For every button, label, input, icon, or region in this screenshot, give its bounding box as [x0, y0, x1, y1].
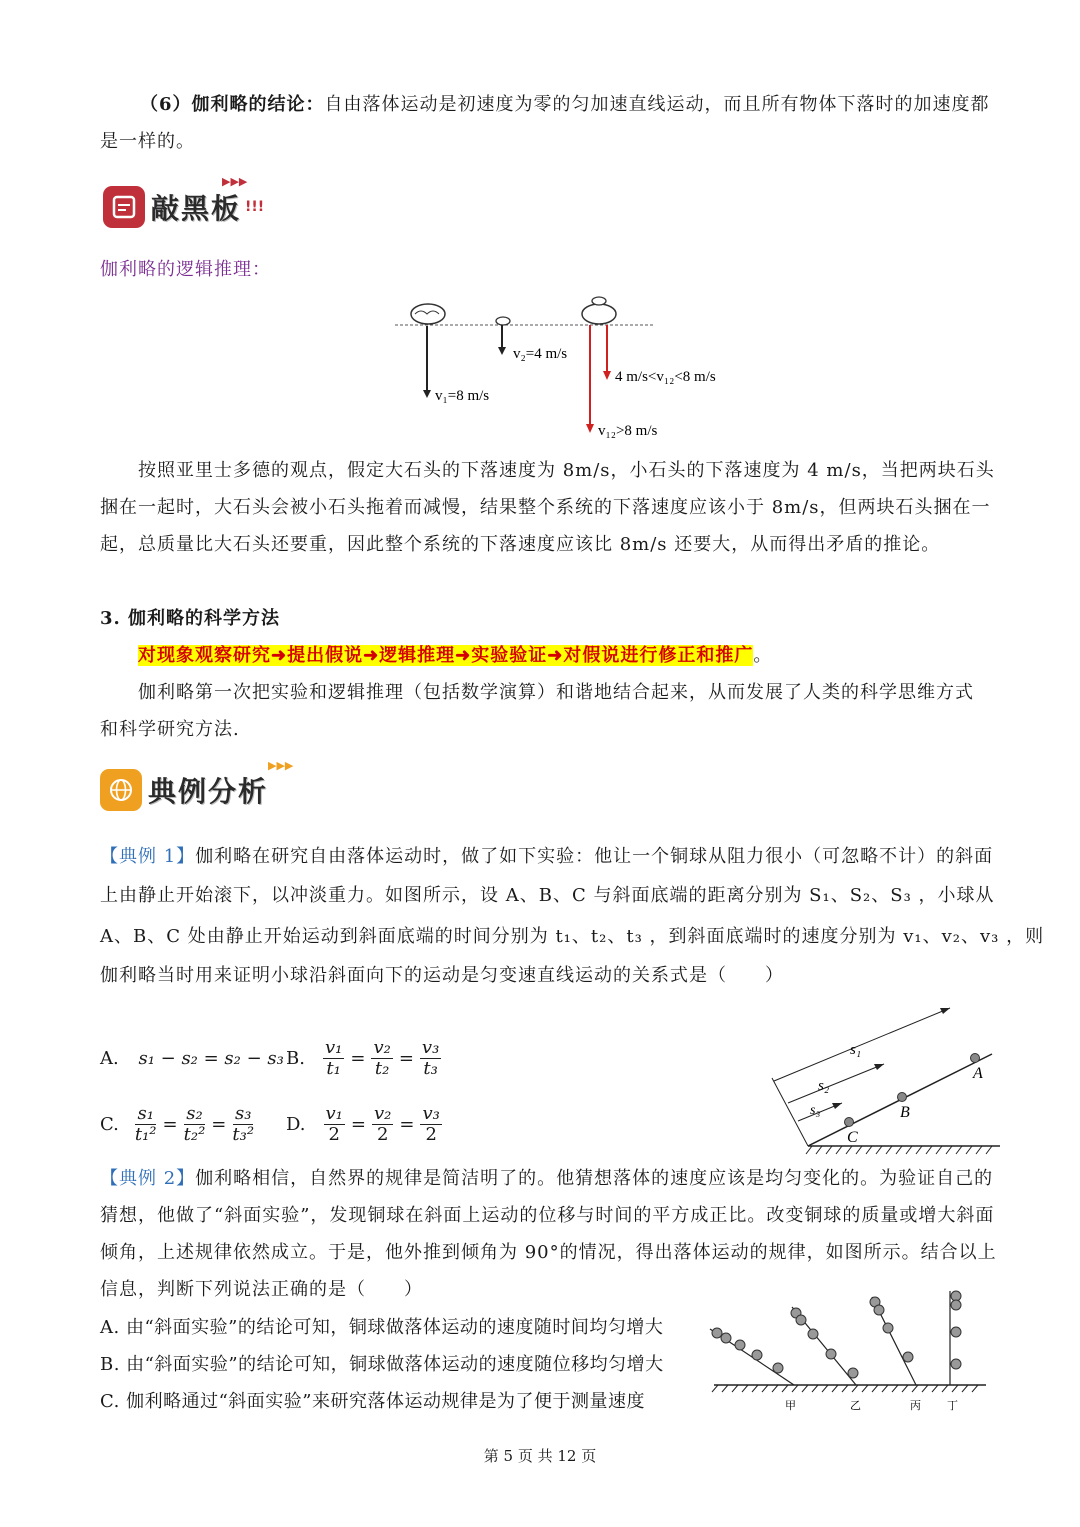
globe-icon: [100, 769, 142, 811]
examples-title: 典例分析: [148, 775, 269, 808]
logic-paragraph-3: 起，总质量比大石头还要重，因此整个系统的下落速度应该比 8m/s 还要大，从而得出矛盾的推论。: [100, 534, 941, 555]
ex1-option-c[interactable]: C. $\frac{\text{s₁}}{\text{t₁²}}$ = $\frac{\text{s₂}}{\text{t₂²}}$ = $\frac{\text{s₃}}{\text{t₃²}}$: [100, 1103, 255, 1145]
fig-C: C: [847, 1129, 858, 1146]
ex2-option-a[interactable]: A. 由“斜面实验”的结论可知，铜球做落体运动的速度随时间均匀增大: [100, 1317, 664, 1338]
ex2-line-3: 倾角，上述规律依然成立。于是，他外推到倾角为 90°的情况，得出落体运动的规律，如图所示。结合以上: [100, 1242, 997, 1263]
ex2-line-4: 信息，判断下列说法正确的是（ ）: [100, 1279, 423, 1300]
ex2-tag: 【典例 2】: [100, 1168, 196, 1189]
ex2-line-2: 猜想，他做了“斜面实验”，发现铜球在斜面上运动的位移与时间的平方成正比。改变铜球的质量或增大斜面: [100, 1205, 995, 1226]
triangle-arrows-icon: ▶▶▶: [222, 175, 248, 188]
ex1-line-3: A、B、C 处由静止开始运动到斜面底端的时间分别为 t₁、t₂、t₃ ，到斜面底端时的速度分别为 v₁、v₂、v₃ ，则: [100, 926, 1045, 947]
ex1-option-d-label: D.: [286, 1114, 306, 1135]
ex1-tag: 【典例 1】: [100, 846, 196, 867]
triangle-arrows-icon: ▶▶▶: [268, 759, 294, 772]
logic-heading: 伽利略的逻辑推理：: [100, 259, 271, 280]
ex1-line-2: 上由静止开始滚下，以冲淡重力。如图所示，设 A、B、C 与斜面底端的距离分别为 S₁、S₂、S₃ ，小球从: [100, 885, 995, 906]
examples-banner: [100, 769, 268, 811]
tied-stones-icon: [582, 297, 616, 324]
ex2-option-c[interactable]: C. 伽利略通过“斜面实验”来研究落体运动规律是为了便于测量速度: [100, 1391, 645, 1412]
small-stone-icon: [496, 317, 510, 325]
v1-label: v₁=8 m/s: [435, 388, 490, 404]
incline-diagram: [760, 1000, 1010, 1160]
blackboard-marks: !!!: [245, 199, 265, 215]
range-label: 4 m/s<v₁₂<8 m/s: [615, 369, 716, 385]
ex1-option-a-label: A.: [100, 1048, 119, 1069]
ex2-text-1: 伽利略相信，自然界的规律是简洁明了的。他猜想落体的速度应该是均匀变化的。为验证自己的: [195, 1168, 994, 1189]
v12-label: v₁₂>8 m/s: [598, 423, 658, 439]
method-period: 。: [753, 645, 773, 666]
method-highlight: 对现象观察研究➜提出假说➜逻辑推理➜实验验证➜对假说进行修正和推广: [138, 645, 754, 666]
fig-label-bing: 丙: [910, 1400, 921, 1412]
ex2-option-b[interactable]: B. 由“斜面实验”的结论可知，铜球做落体运动的速度随位移均匀增大: [100, 1354, 664, 1375]
fig-B: B: [900, 1104, 910, 1121]
conclusion-line-1: [140, 86, 990, 123]
frac-v2-t2: $\frac{\text{v₂}}{\text{t₂}}$: [373, 1037, 391, 1079]
ex1-option-b[interactable]: B. $\frac{\text{v₁}}{\text{t₁}}$ = $\frac{\text{v₂}}{\text{t₂}}$ = $\frac{\text{v₃}}{\text{t₃}}$: [286, 1037, 440, 1079]
frac-v3-2: $\frac{\text{v₃}}{2}$: [422, 1103, 440, 1145]
ex1-option-a[interactable]: [100, 1048, 284, 1069]
blackboard-title: 敲黑板: [151, 192, 242, 225]
method-heading: 3. 伽利略的科学方法: [100, 608, 281, 629]
method-highlight-line: [138, 637, 772, 674]
inclines-comparison-diagram: [700, 1285, 995, 1420]
v2-label: v₂=4 m/s: [513, 346, 568, 362]
fig-s2: s₂: [818, 1078, 830, 1094]
fig-label-yi: 乙: [850, 1400, 861, 1412]
page-footer: 第 5 页 共 12 页: [483, 1447, 597, 1465]
conclusion-label: （6）伽利略的结论：: [140, 94, 325, 115]
logic-paragraph-1: 按照亚里士多德的观点，假定大石头的下落速度为 8m/s，小石头的下落速度为 4 m/s，当把两块石头: [138, 460, 995, 481]
stones-diagram: [385, 292, 755, 444]
frac-v3-t3: $\frac{\text{v₃}}{\text{t₃}}$: [421, 1037, 440, 1079]
notebook-icon: [103, 186, 145, 228]
ex1-line-4: 伽利略当时用来证明小球沿斜面向下的运动是匀变速直线运动的关系式是（ ）: [100, 965, 784, 986]
fig-label-ding: 丁: [947, 1400, 958, 1412]
frac-v2-2: $\frac{\text{v₂}}{2}$: [374, 1103, 392, 1145]
conclusion-text: 自由落体运动是初速度为零的匀加速直线运动，而且所有物体下落时的加速度都: [324, 94, 990, 115]
blackboard-banner: [103, 186, 264, 228]
frac-v1-t1: $\frac{\text{v₁}}{\text{t₁}}$: [324, 1037, 343, 1079]
fig-label-jia: 甲: [785, 1400, 796, 1412]
ex1-option-c-label: C.: [100, 1114, 119, 1135]
conclusion-line-2: 是一样的。: [100, 131, 195, 152]
fig-A: A: [973, 1065, 983, 1082]
fig-s1: s₁: [850, 1042, 862, 1058]
fig-s3: s₃: [810, 1103, 821, 1118]
ex2-line-1: [100, 1160, 993, 1197]
frac-s2-t2sq: $\frac{\text{s₂}}{\text{t₂²}}$: [183, 1103, 206, 1145]
ex1-option-b-label: B.: [286, 1048, 305, 1069]
logic-paragraph-2: 捆在一起时，大石头会被小石头拖着而减慢，结果整个系统的下落速度应该小于 8m/s，但两块石头捆在一: [100, 497, 991, 518]
frac-s1-t1sq: $\frac{\text{s₁}}{\text{t₁²}}$: [134, 1103, 157, 1145]
big-stone-icon: [411, 304, 445, 324]
ex1-option-d[interactable]: D. $\frac{\text{v₁}}{2}$ = $\frac{\text{v₂}}{2}$ = $\frac{\text{v₃}}{2}$: [286, 1103, 440, 1145]
ex1-option-a-formula: s₁ − s₂ = s₂ − s₃: [138, 1048, 284, 1069]
frac-v1-2: $\frac{\text{v₁}}{2}$: [325, 1103, 343, 1145]
ex1-text-1: 伽利略在研究自由落体运动时，做了如下实验：他让一个铜球从阻力很小（可忽略不计）的斜面: [195, 846, 994, 867]
ex1-line-1: [100, 838, 993, 875]
method-paragraph-1: 伽利略第一次把实验和逻辑推理（包括数学演算）和谐地结合起来，从而发展了人类的科学思维方式: [138, 682, 974, 703]
frac-s3-t3sq: $\frac{\text{s₃}}{\text{t₃²}}$: [232, 1103, 255, 1145]
method-paragraph-2: 和科学研究方法.: [100, 719, 240, 740]
